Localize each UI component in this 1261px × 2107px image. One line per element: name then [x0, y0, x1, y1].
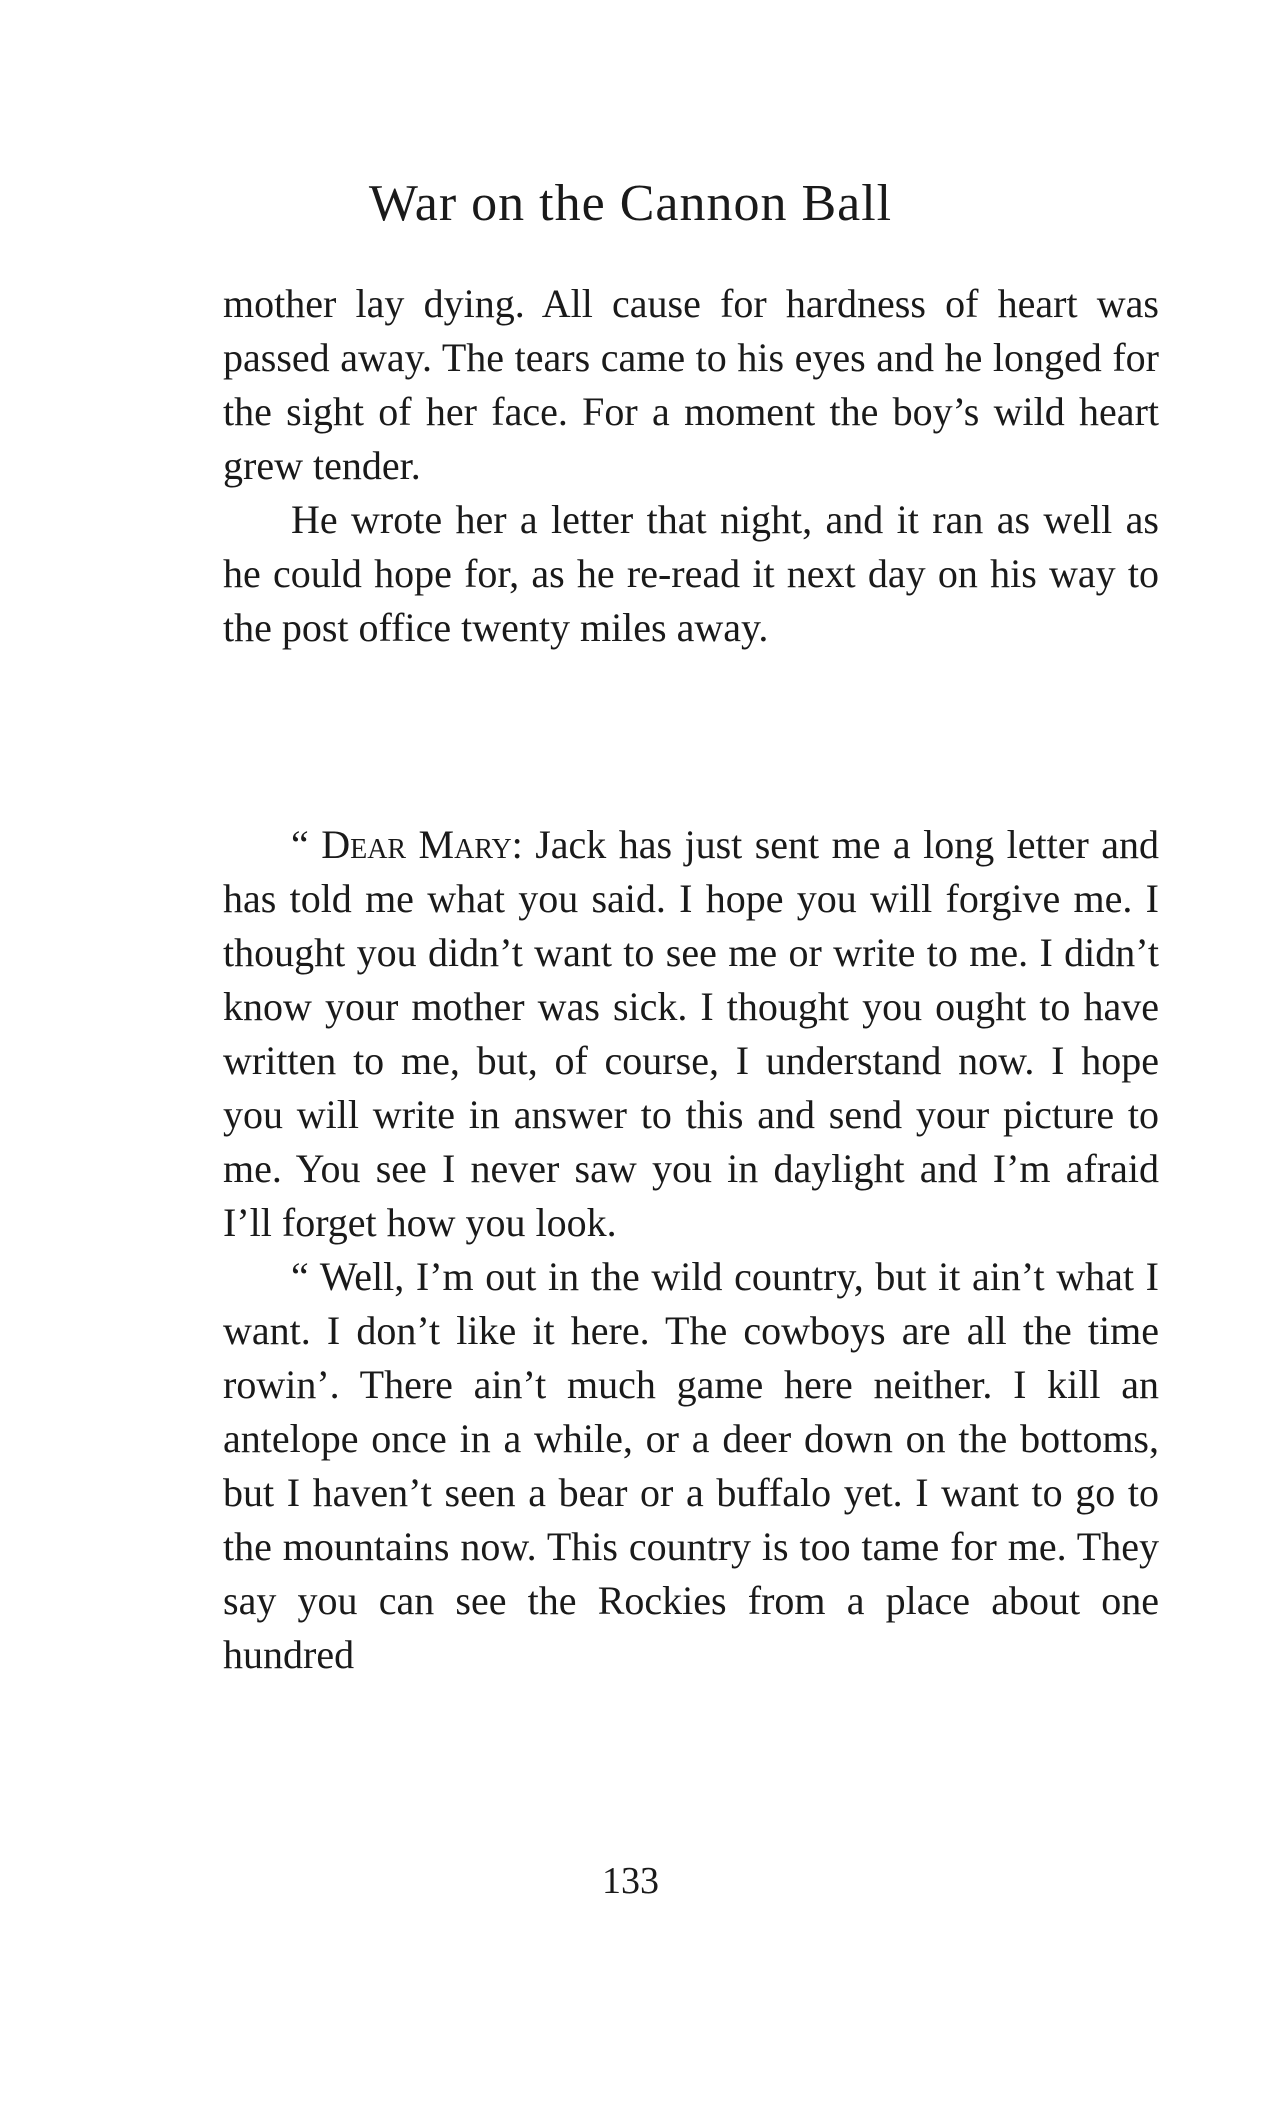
- paragraph: He wrote her a letter that night, and it ran as well as he could hope for, as he re-read it next day on his way to the post office twenty miles away.: [223, 497, 1159, 650]
- letter-text: [223, 818, 1159, 1682]
- page-number: 133: [602, 1860, 659, 1902]
- letter-body: Jack has just sent me a long letter and has told me what you said. I hope you will forgive me. I thought you didn’t want to see me or write to me. I didn’t know your mother was sick. I thought you ought to have written to me, but, of course, I understand now. I hope you will write in answer to this and send your picture to me. You see I never saw you in daylight and I’m afraid I’ll forget how you look.: [223, 822, 1159, 1245]
- letter-paragraph: [223, 818, 1159, 1250]
- running-title: War on the Cannon Ball: [368, 175, 893, 232]
- letter-paragraph: “ Well, I’m out in the wild country, but it ain’t what I want. I don’t like it here. The cowboys are all the time rowin’. There ain’t much game here neither. I kill an antelope once in a while, or a deer down on the bottoms, but I haven’t seen a bear or a buffalo yet. I want to go to the mountains now. This country is too tame for me. They say you can see the Rockies from a place about one hundred: [223, 1254, 1159, 1677]
- narrative-text: [223, 277, 1159, 655]
- opening-quote: “: [291, 822, 322, 867]
- letter-salutation: Dear Mary:: [321, 822, 523, 867]
- paragraph: mother lay dying. All cause for hardness of heart was passed away. The tears came to his eyes and he longed for the sight of her face. For a moment the boy’s wild heart grew tender.: [223, 281, 1159, 488]
